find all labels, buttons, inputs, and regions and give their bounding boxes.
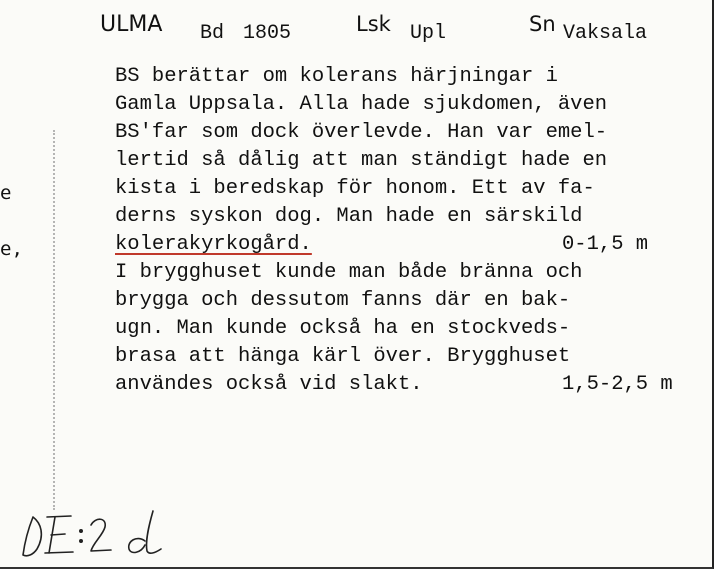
p2-line-2: brygga och dessutom fanns där en bak-	[115, 289, 571, 312]
p1-line-2: Gamla Uppsala. Alla hade sjukdomen, även	[115, 93, 608, 116]
header-bd-value: 1805	[243, 22, 292, 45]
p2-line-1: I brygghuset kunde man både bränna och	[115, 261, 583, 284]
p1-line-1: BS berättar om kolerans härjningar i	[115, 65, 558, 88]
margin-dotted-line	[53, 130, 57, 510]
p2-measure: 1,5-2,5 m	[562, 373, 673, 396]
header-ulma: ULMA	[100, 12, 163, 37]
p1-line-3: BS'far som dock överlevde. Han var emel-	[115, 121, 608, 144]
p2-line-5: användes också vid slakt.	[115, 373, 423, 396]
p1-measure: 0-1,5 m	[562, 233, 649, 256]
margin-char-1: e	[0, 182, 12, 204]
p1-line-5: kista i beredskap för honom. Ett av fa-	[115, 177, 595, 200]
header-lsk-label: Lsk	[356, 12, 391, 36]
header-sn-value: Vaksala	[563, 22, 648, 45]
margin-char-2: e,	[0, 238, 23, 260]
header-sn-label: Sn	[529, 12, 556, 36]
p1-line-4: lertid så dålig att man ständigt hade en	[115, 149, 608, 172]
p2-line-3: ugn. Man kunde också ha en stockveds-	[115, 317, 571, 340]
underlined-word: kolerakyrkogård.	[115, 233, 312, 256]
p2-line-4: brasa att hänga kärl över. Brygghuset	[115, 345, 571, 368]
header-bd-label: Bd	[200, 22, 225, 45]
handwritten-signature	[15, 505, 195, 560]
p1-line-6: derns syskon dog. Man hade en särskild	[115, 205, 583, 228]
header-lsk-value: Upl	[410, 22, 447, 45]
